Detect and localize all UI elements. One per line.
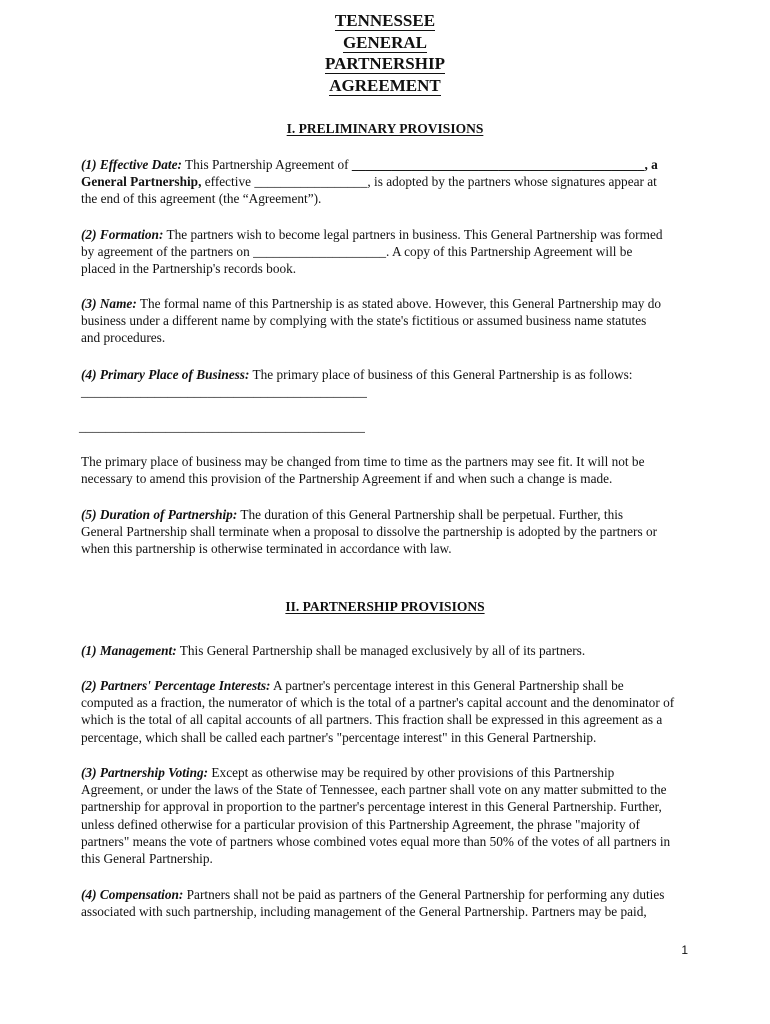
term-duration: (5) Duration of Partnership: — [81, 507, 238, 522]
term-primary-place: (4) Primary Place of Business: — [81, 367, 250, 382]
paragraph-duration: (5) Duration of Partnership: The duration of this General Partnership shall be perpetual. Further, this General Partnership shall terminate when a proposal to dissolve the partnership is adopted by the partners or when this partnership is otherwise terminated in accordance with law. — [81, 507, 658, 557]
term-effective-date: (1) Effective Date: — [81, 157, 182, 172]
paragraph-formation: (2) Formation: The partners wish to become legal partners in business. This General Partnership was formed by agreement of the partners on ____________________. A copy of this Partnership Agreement will be placed in the Partnership's records book. — [81, 227, 663, 277]
page-number: 1 — [681, 943, 688, 957]
title-line-4: AGREEMENT — [329, 75, 441, 95]
paragraph-place-change: The primary place of business may be changed from time to time as the partners may see fit. It will not be necessary to amend this provision of the Partnership Agreement if and when such a change is made. — [81, 454, 645, 487]
title-line-1: TENNESSEE — [334, 11, 436, 30]
blank-effective-date: _________________ — [254, 174, 368, 190]
blank-address-line-1: ___________________________________________ — [81, 384, 367, 400]
term-management: (1) Management: — [81, 643, 177, 658]
section-heading-preliminary: I. PRELIMINARY PROVISIONS — [286, 121, 484, 136]
blank-partnership-name: ____________________________________________ — [351, 157, 645, 172]
title-line-3: PARTNERSHIP — [325, 54, 445, 73]
term-compensation: (4) Compensation: — [81, 887, 184, 902]
section-heading-partnership: II. PARTNERSHIP PROVISIONS — [285, 599, 485, 614]
paragraph-primary-place: (4) Primary Place of Business: The primary place of business of this General Partnership is as follows: ___________________________________________ — [81, 366, 701, 400]
blank-formation-date: ____________________ — [253, 244, 387, 260]
document-title — [0, 10, 770, 96]
paragraph-address-line-2 — [79, 418, 699, 435]
title-line-2: GENERAL — [342, 32, 428, 52]
paragraph-name: (3) Name: The formal name of this Partnership is as stated above. However, this General Partnership may do business under a different name by complying with the state's fictitious or assumed business name statutes and procedures. — [81, 296, 662, 346]
paragraph-management: (1) Management: This General Partnership shall be managed exclusively by all of its partners. — [81, 643, 586, 658]
term-percentage-interests: (2) Partners' Percentage Interests: — [81, 678, 271, 693]
term-voting: (3) Partnership Voting: — [81, 765, 209, 780]
term-formation: (2) Formation: — [81, 227, 164, 242]
paragraph-voting: (3) Partnership Voting: Except as otherwise may be required by other provisions of this Partnership Agreement, or under the laws of the State of Tennessee, each partner shall vote on any matter submitted to the partnership for approval in proportion to the partner's percentage interest in this General Partnership. Further, unless defined otherwise for a particular provision of this Partnership Agreement, the phrase "majority of partners" means the vote of partners whose combined votes equal more than 50% of the votes of all partners in this General Partnership. — [81, 765, 671, 867]
paragraph-effective-date: (1) Effective Date: This Partnership Agreement of ____________________________________________, a General Partnership, effective _________________, is adopted by the partners whose signatures appear at the end of this agreement (the “Agreement”). — [81, 157, 658, 207]
term-name: (3) Name: — [81, 296, 137, 311]
blank-address-line-2: ___________________________________________ — [79, 419, 365, 434]
paragraph-compensation: (4) Compensation: Partners shall not be paid as partners of the General Partnership for performing any duties associated with such partnership, including management of the General Partnership. Partners may be paid, — [81, 887, 665, 920]
paragraph-percentage-interests: (2) Partners' Percentage Interests: A partner's percentage interest in this General Partnership shall be computed as a fraction, the numerator of which is the total of a partner's capital account and the denominator of which is the total of all capital accounts of all partners. This fraction shall be expressed in this agreement as a percentage, which shall be called each partner's "percentage interest" in this General Partnership. — [81, 678, 675, 745]
